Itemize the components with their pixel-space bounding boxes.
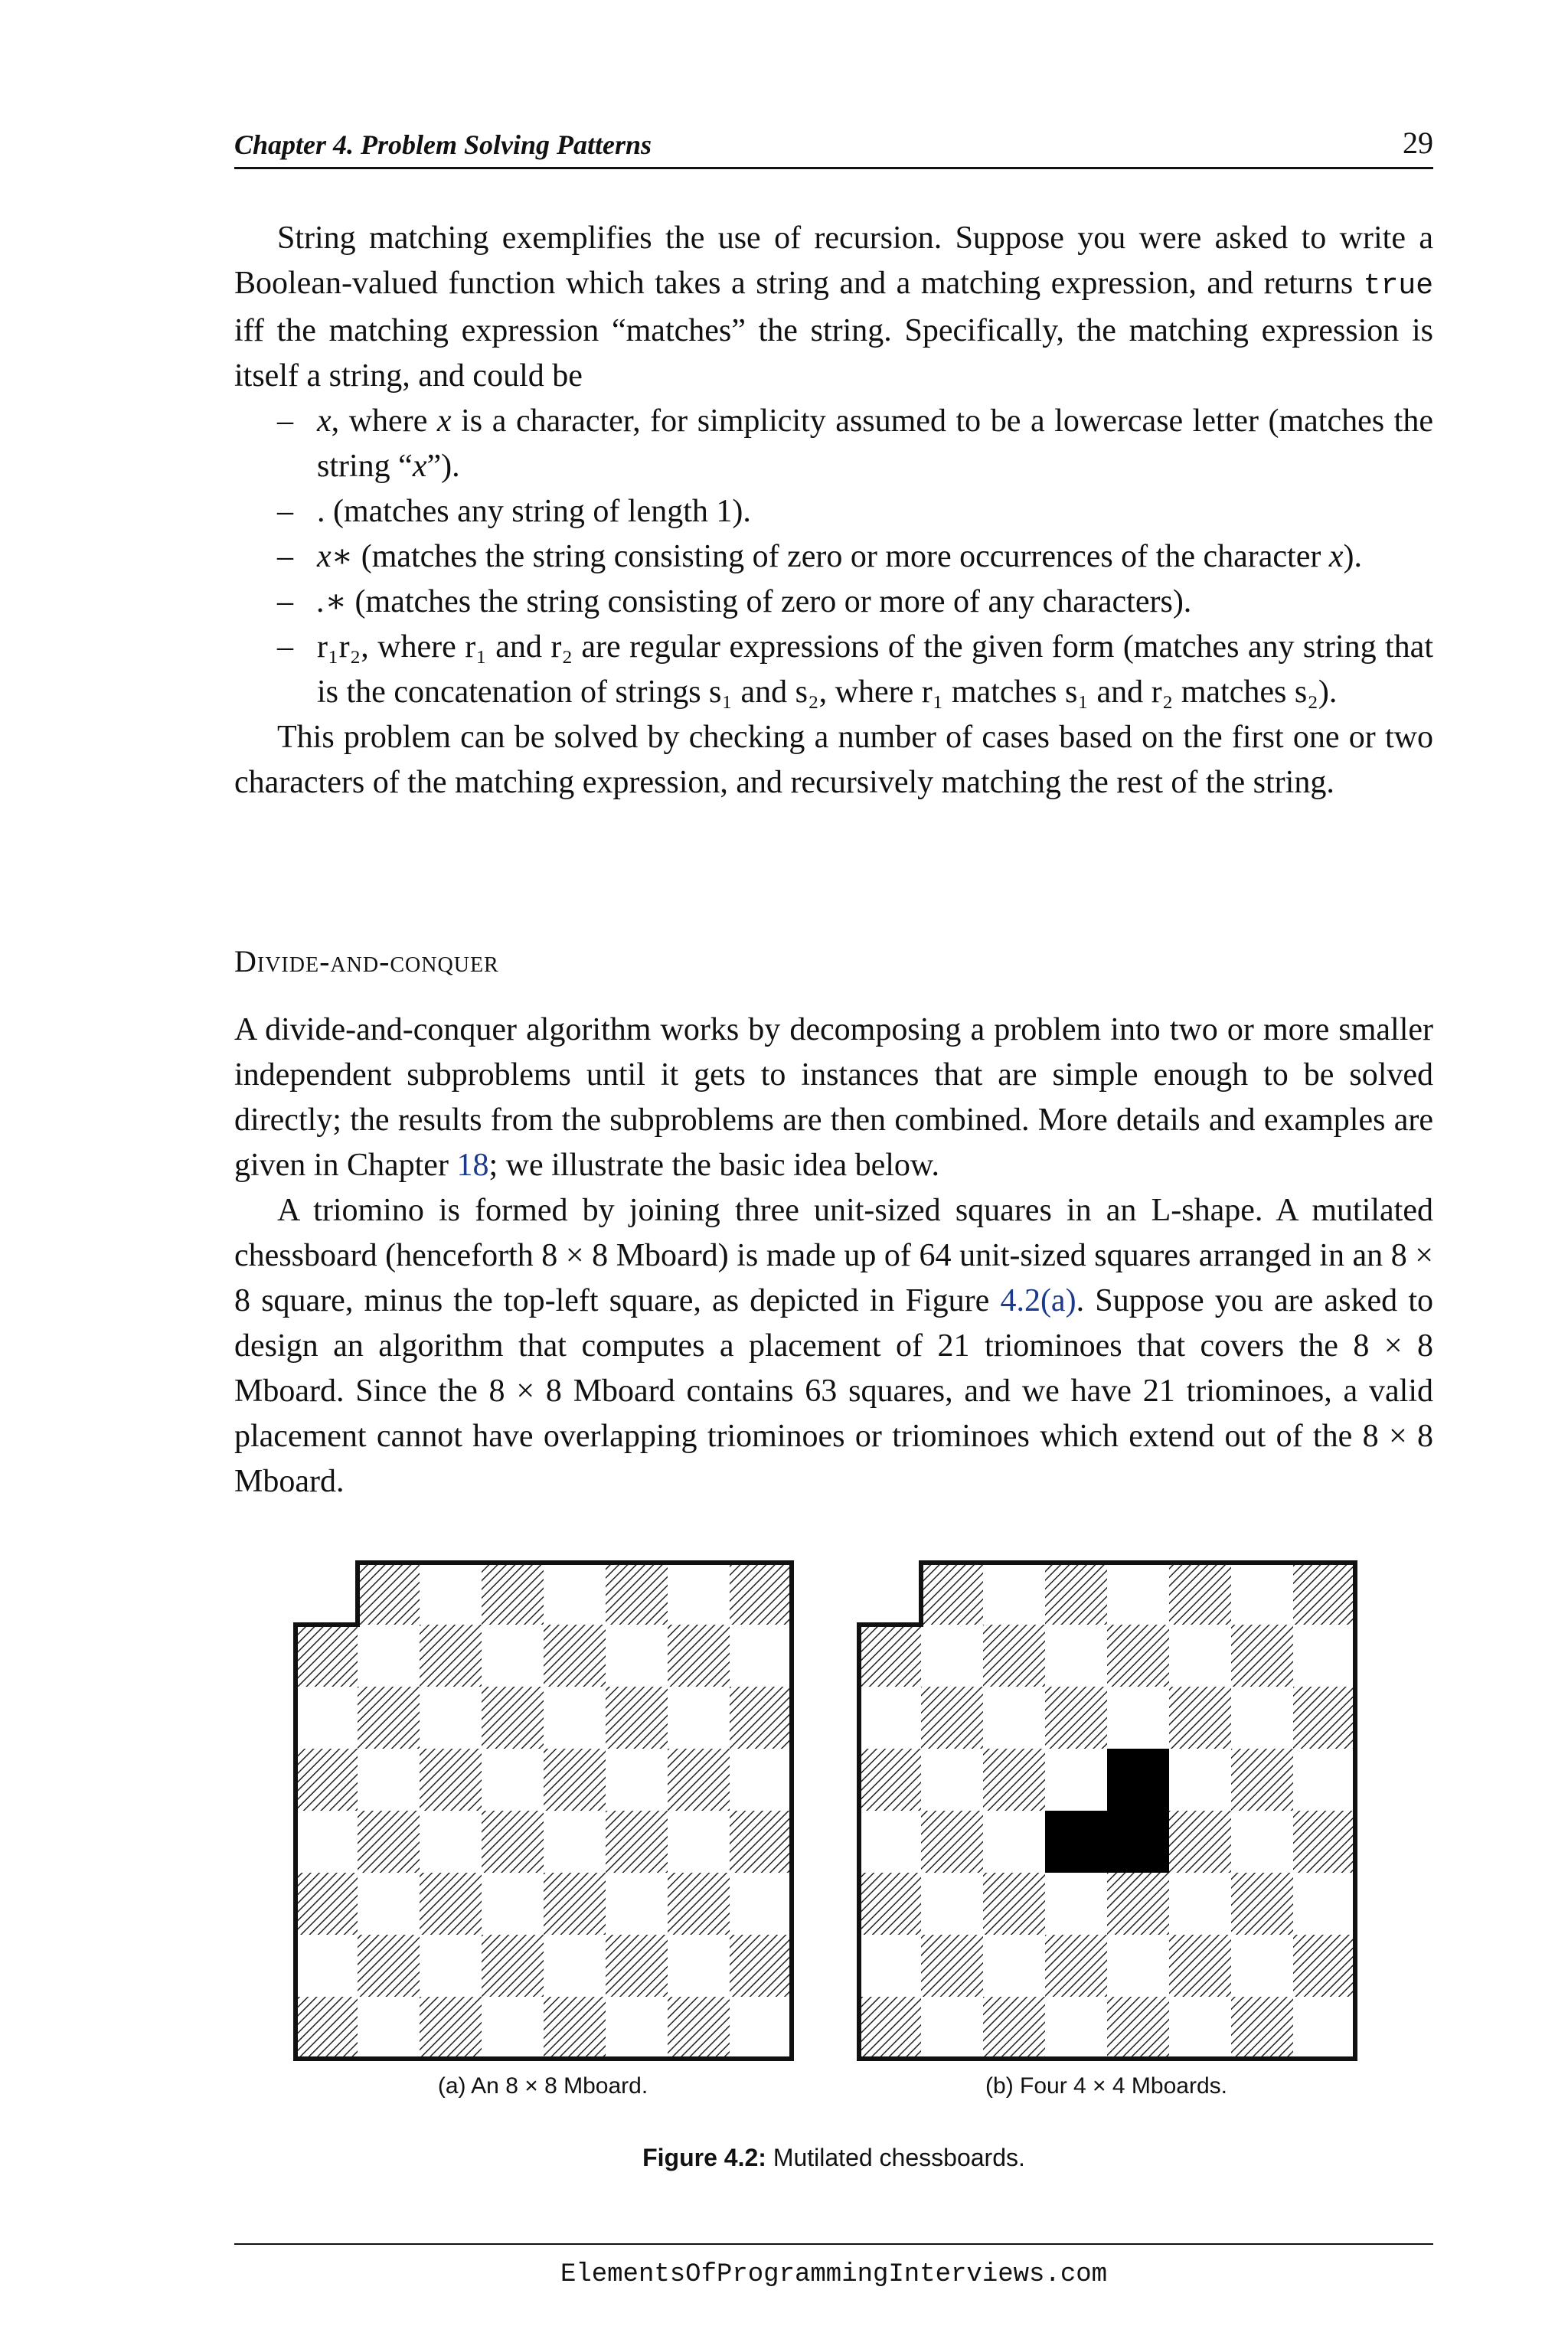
- board-cell: [921, 1625, 983, 1687]
- board-a: [296, 1563, 792, 2059]
- board-cell: [544, 1811, 606, 1873]
- board-cell: [358, 1935, 420, 1997]
- list-item: – x, where x is a character, for simplicity assumed to be a lowercase letter (matches the string “x”).: [277, 403, 1433, 484]
- list-item: – .∗ (matches the string consisting of zero or more of any characters).: [277, 584, 1192, 619]
- chapter-title: Chapter 4. Problem Solving Patterns: [234, 129, 652, 160]
- board-cell: [859, 1749, 921, 1811]
- board-cell: [983, 1687, 1045, 1749]
- board-cell: [921, 1873, 983, 1935]
- board-cell: [983, 1997, 1045, 2059]
- triomino-cell: [1045, 1811, 1107, 1873]
- board-cell: [296, 1935, 358, 1997]
- board-cell: [544, 1935, 606, 1997]
- board-cell: [668, 1749, 730, 1811]
- board-cell: [482, 1935, 544, 1997]
- board-cell: [1107, 1687, 1169, 1749]
- board-cell: [606, 1997, 668, 2059]
- board-cell: [730, 1625, 792, 1687]
- board-cell: [921, 1811, 983, 1873]
- board-cell: [544, 1625, 606, 1687]
- board-cell: [606, 1811, 668, 1873]
- board-cell: [668, 1873, 730, 1935]
- board-cell: [606, 1625, 668, 1687]
- board-cell: [1045, 1997, 1107, 2059]
- intro-block: [234, 216, 1433, 805]
- board-cell: [1045, 1563, 1107, 1625]
- triomino-cell: [1107, 1811, 1169, 1873]
- board-cell: [1045, 1687, 1107, 1749]
- board-cell: [730, 1811, 792, 1873]
- board-cell: [1169, 1873, 1231, 1935]
- board-cell: [358, 1687, 420, 1749]
- board-cell: [544, 1687, 606, 1749]
- board-cell: [1293, 1935, 1355, 1997]
- board-cell: [606, 1749, 668, 1811]
- section-body: [234, 1008, 1433, 1504]
- board-cell: [1231, 1563, 1293, 1625]
- board-cell: [730, 1563, 792, 1625]
- board-cell: [668, 1625, 730, 1687]
- board-cell: [606, 1563, 668, 1625]
- triomino-cell: [1107, 1749, 1169, 1811]
- board-cell: [1293, 1997, 1355, 2059]
- board-cell: [482, 1873, 544, 1935]
- board-cell: [1107, 1935, 1169, 1997]
- board-cell: [859, 1935, 921, 1997]
- subcaption-b: (b) Four 4 × 4 Mboards.: [985, 2073, 1227, 2099]
- board-cell: [983, 1873, 1045, 1935]
- board-cell: [983, 1811, 1045, 1873]
- figure-link[interactable]: 4.2(a): [1000, 1283, 1076, 1318]
- figure-label: Figure 4.2:: [642, 2144, 766, 2171]
- board-cell: [1231, 1935, 1293, 1997]
- board-cell: [1169, 1563, 1231, 1625]
- section-heading: Divide-and-conquer: [234, 944, 499, 978]
- board-cell: [668, 1811, 730, 1873]
- board-cell: [983, 1625, 1045, 1687]
- board-cell: [1231, 1749, 1293, 1811]
- board-cell: [983, 1935, 1045, 1997]
- page-number: 29: [1403, 126, 1433, 160]
- board-cell: [983, 1749, 1045, 1811]
- board-cell: [482, 1811, 544, 1873]
- board-cell: [420, 1873, 482, 1935]
- list-item: – . (matches any string of length 1).: [277, 494, 751, 529]
- board-outline: [859, 1563, 1355, 2059]
- footer-url: ElementsOfProgrammingInterviews.com: [560, 2260, 1108, 2289]
- board-cell: [606, 1873, 668, 1935]
- board-cell: [296, 1625, 358, 1687]
- intro-paragraph: String matching exemplifies the use of recursion. Suppose you were asked to write a Boolean-valued function which takes a string and a matching expression, and returns true iff the matching expression “matches” the string. Specifically, the matching expression is itself a string, and could be: [234, 220, 1433, 394]
- board-cell: [859, 1997, 921, 2059]
- board-cell: [544, 1997, 606, 2059]
- board-cell: [420, 1687, 482, 1749]
- board-cell: [921, 1563, 983, 1625]
- board-cell: [1231, 1873, 1293, 1935]
- board-cell: [1293, 1811, 1355, 1873]
- list-item: – x∗ (matches the string consisting of zero or more occurrences of the character x).: [277, 539, 1362, 574]
- board-cell: [296, 1687, 358, 1749]
- board-cell: [358, 1625, 420, 1687]
- board-cell: [1045, 1749, 1107, 1811]
- board-cell: [1169, 1811, 1231, 1873]
- board-cell: [1045, 1935, 1107, 1997]
- chapter-link[interactable]: 18: [456, 1148, 489, 1183]
- board-cell: [1293, 1563, 1355, 1625]
- board-cell: [420, 1625, 482, 1687]
- board-cell: [859, 1625, 921, 1687]
- board-cell: [921, 1749, 983, 1811]
- board-cell: [730, 1873, 792, 1935]
- board-cell: [1231, 1687, 1293, 1749]
- board-cell: [606, 1687, 668, 1749]
- intro-conclusion: This problem can be solved by checking a number of cases based on the first one or two characters of the matching expression, and recursively matching the rest of the string.: [234, 720, 1433, 800]
- board-cell: [1107, 1563, 1169, 1625]
- board-cell: [482, 1625, 544, 1687]
- board-cell: [1169, 1687, 1231, 1749]
- figure-caption: [234, 2144, 1433, 2172]
- paragraph: A triomino is formed by joining three unit-sized squares in an L-shape. A mutilated chessboard (henceforth 8 × 8 Mboard) is made up of 64 unit-sized squares arranged in an 8 × 8 square, minus the top-left square, as depicted in Figure 4.2(a). Suppose you are asked to design an algorithm that computes a placement of 21 triominoes that covers the 8 × 8 Mboard. Since the 8 × 8 Mboard contains 63 squares, and we have 21 triominoes, a valid placement cannot have overlapping triominoes or triominoes which extend out of the 8 × 8 Mboard.: [234, 1193, 1433, 1499]
- board-cell: [1293, 1749, 1355, 1811]
- board-cell: [420, 1563, 482, 1625]
- board-cell: [1231, 1625, 1293, 1687]
- board-cell: [1293, 1625, 1355, 1687]
- board-cell: [358, 1749, 420, 1811]
- board-cell: [482, 1687, 544, 1749]
- subcaption-a: (a) An 8 × 8 Mboard.: [437, 2073, 648, 2099]
- board-cell: [921, 1687, 983, 1749]
- board-cell: [1169, 1935, 1231, 1997]
- board-cell: [296, 1997, 358, 2059]
- board-cell: [296, 1873, 358, 1935]
- board-cell: [859, 1811, 921, 1873]
- board-cell: [358, 1873, 420, 1935]
- board-cell: [420, 1811, 482, 1873]
- board-cell: [358, 1997, 420, 2059]
- board-cell: [983, 1563, 1045, 1625]
- board-cell: [1231, 1811, 1293, 1873]
- board-cell: [668, 1997, 730, 2059]
- board-cell: [730, 1935, 792, 1997]
- board-cell: [921, 1935, 983, 1997]
- board-cell: [730, 1749, 792, 1811]
- board-cell: [1231, 1997, 1293, 2059]
- board-cell: [606, 1935, 668, 1997]
- running-header: [234, 126, 1433, 169]
- board-cell: [1169, 1997, 1231, 2059]
- board-cell: [544, 1873, 606, 1935]
- board-cell: [668, 1687, 730, 1749]
- match-cases-list: [234, 399, 1433, 715]
- board-b: [859, 1563, 1355, 2059]
- board-cell: [420, 1749, 482, 1811]
- paragraph: A divide-and-conquer algorithm works by decomposing a problem into two or more smaller independent subproblems until it gets to instances that are simple enough to be solved directly; the results from the subproblems are then combined. More details and examples are given in Chapter 18; we illustrate the basic idea below.: [234, 1012, 1433, 1183]
- board-cell: [1293, 1873, 1355, 1935]
- board-cell: [1169, 1625, 1231, 1687]
- board-cell: [1107, 1997, 1169, 2059]
- board-cell: [668, 1563, 730, 1625]
- board-cell: [1045, 1625, 1107, 1687]
- footer-rule: [234, 2243, 1433, 2245]
- board-outline: [296, 1563, 792, 2059]
- board-cell: [730, 1997, 792, 2059]
- board-cell: [358, 1811, 420, 1873]
- board-cell: [1107, 1873, 1169, 1935]
- board-cell: [482, 1997, 544, 2059]
- board-cell: [730, 1687, 792, 1749]
- board-cell: [1045, 1873, 1107, 1935]
- code-true: true: [1363, 270, 1433, 302]
- board-cell: [921, 1997, 983, 2059]
- board-cell: [544, 1749, 606, 1811]
- board-cell: [544, 1563, 606, 1625]
- board-cell: [1169, 1749, 1231, 1811]
- figure-title: Mutilated chessboards.: [766, 2144, 1025, 2171]
- board-cell: [482, 1749, 544, 1811]
- board-cell: [420, 1935, 482, 1997]
- list-item: – r₁r₂, where r₁ and r₂ are regular expressions of the given form (matches any string that is the concatenation of strings s₁ and s₂, where r₁ matches s₁ and r₂ matches s₂).: [277, 629, 1433, 710]
- board-cell: [668, 1935, 730, 1997]
- board-cell: [1107, 1625, 1169, 1687]
- board-cell: [420, 1997, 482, 2059]
- board-cell: [296, 1811, 358, 1873]
- board-cell: [482, 1563, 544, 1625]
- board-cell: [859, 1687, 921, 1749]
- board-cell: [1293, 1687, 1355, 1749]
- board-cell: [296, 1749, 358, 1811]
- board-cell: [859, 1873, 921, 1935]
- board-cell: [358, 1563, 420, 1625]
